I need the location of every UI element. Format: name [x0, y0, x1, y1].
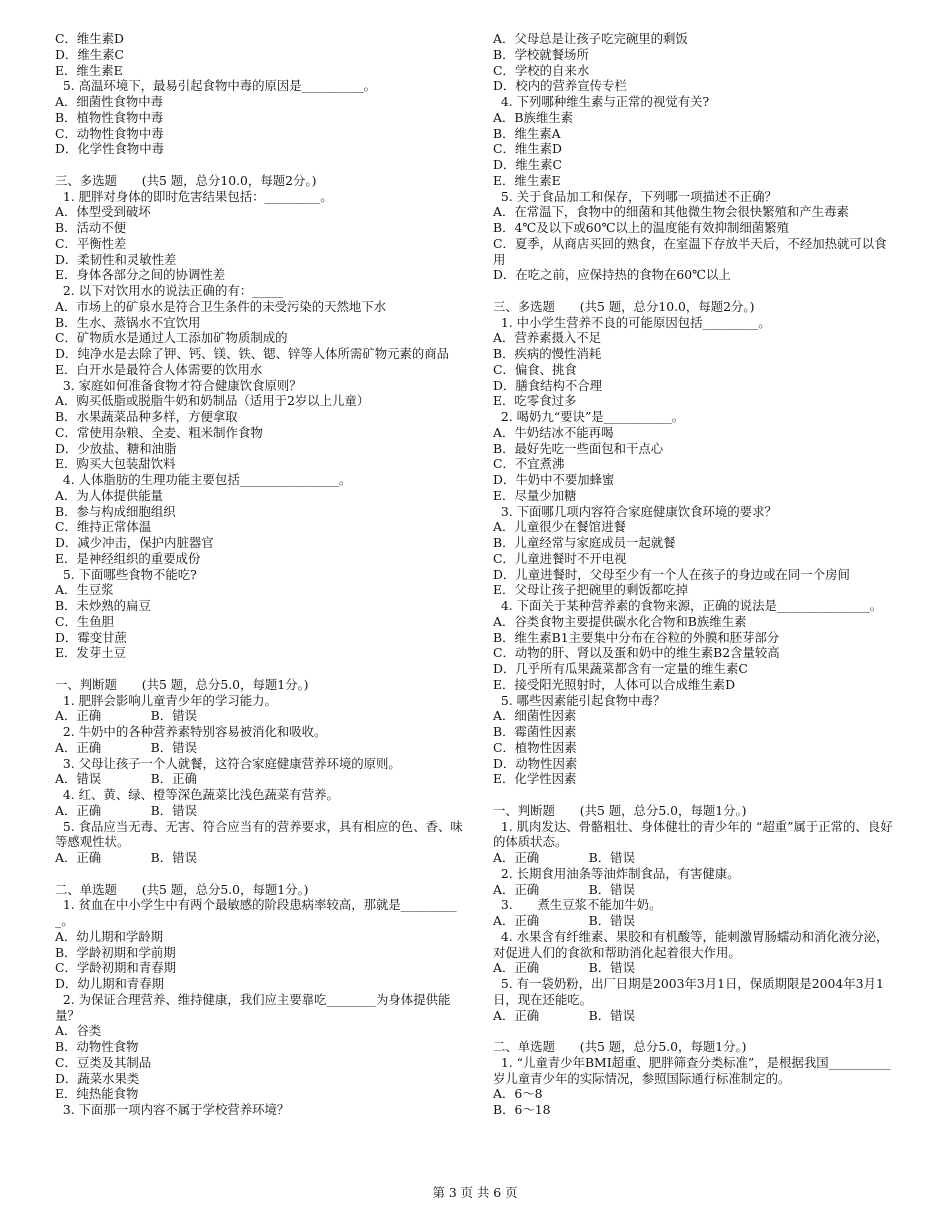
- text-line: 二、单选题 (共5 题，总分5.0，每题1分。): [55, 881, 309, 897]
- text-line: A．正确 B．错误: [493, 881, 635, 897]
- text-line: E．发芽土豆: [55, 645, 126, 661]
- blank-line: [55, 866, 465, 882]
- text-line: C．生鱼胆: [55, 613, 115, 629]
- text-line: B．维生素A: [493, 125, 561, 141]
- text-line: C．儿童进餐时不开电视: [493, 550, 627, 566]
- text-line: 4. 下面关于某种营养素的食物来源，正确的说法是_______________。: [493, 598, 883, 613]
- text-line: 4. 水果含有纤维素、果胶和有机酸等，能刺激胃肠蠕动和消化液分泌，对促进人们的食欲和帮助消化起着很大作用。: [493, 928, 889, 960]
- text-line: E．吃零食过多: [493, 393, 577, 409]
- text-line: A．生豆浆: [55, 582, 114, 598]
- text-line: E．父母让孩子把碗里的剩饭都吃掉: [493, 582, 688, 598]
- text-line: C．偏食、挑食: [493, 361, 577, 377]
- text-line: C．植物性因素: [493, 739, 577, 755]
- page-footer: 第 3 页 共 6 页: [432, 1185, 518, 1200]
- text-line: A．正确 B．错误: [493, 850, 635, 865]
- text-line: 2. 为保证合理营养、维持健康，我们应主要靠吃________为身体提供能量？: [55, 991, 451, 1023]
- text-line: A．正确 B．错误: [493, 913, 635, 928]
- text-line: B．学校就餐场所: [493, 46, 589, 62]
- text-line: B．霉菌性因素: [493, 724, 577, 739]
- text-line: 1. 肥胖对身体的即时危害结果包括：_________。: [55, 188, 333, 204]
- text-line: 2. 以下对饮用水的说法正确的有：_____: [55, 283, 284, 298]
- text-line: A．B族维生素: [493, 109, 574, 125]
- text-line: B．维生素B1主要集中分布在谷粒的外膜和胚芽部分: [493, 629, 780, 645]
- text-line: D．维生素C: [493, 157, 562, 172]
- text-line: A．营养素摄入不足: [493, 330, 602, 346]
- text-line: E．维生素E: [493, 172, 561, 188]
- text-line: A．谷类食物主要提供碳水化合物和B族维生素: [493, 613, 747, 629]
- text-line: 3. 父母让孩子一个人就餐，这符合家庭健康营养环境的原则。: [55, 755, 401, 771]
- text-line: E．接受阳光照射时，人体可以合成维生素D: [493, 676, 736, 692]
- text-line: 1. 贫血在中小学生中有两个最敏感的阶段患病率较高，那就是__________。: [55, 897, 457, 928]
- text-line: 2. 长期食用油条等油炸制食品，有害健康。: [493, 865, 740, 881]
- blank-line: [493, 787, 898, 803]
- text-line: 5. 高温环境下，最易引起食物中毒的原因是__________。: [55, 78, 377, 94]
- text-line: A．正确 B．错误: [55, 802, 197, 818]
- text-line: A．正确 B．错误: [55, 850, 197, 865]
- text-line: A．购买低脂或脱脂牛奶和奶制品（适用于2岁以上儿童）: [55, 393, 370, 409]
- blank-line: [493, 283, 898, 299]
- text-line: E．身体各部分之间的协调性差: [55, 267, 226, 283]
- text-line: E．尽量少加糖: [493, 487, 577, 503]
- text-line: C．平衡性差: [55, 235, 127, 251]
- text-line: E．白开水是最符合人体需要的饮用水: [55, 361, 263, 377]
- text-line: B．未炒熟的扁豆: [55, 598, 151, 613]
- text-line: C．维生素D: [55, 31, 124, 46]
- text-line: 1. 肌肉发达、骨骼粗壮、身体健壮的青少年的 “超重”属于正常的、良好的体质状态。: [493, 818, 893, 850]
- text-line: A．儿童很少在餐馆进餐: [493, 519, 626, 535]
- text-line: D．霉变甘蔗: [55, 629, 127, 645]
- text-line: D．少放盐、糖和油脂: [55, 440, 177, 456]
- text-line: 1. “儿童青少年BMI超重、肥胖筛查分类标准”，是根据我国__________岁儿童青少年的实际情况，参照国际通行标准制定的。: [493, 1054, 891, 1086]
- text-line: B．最好先吃一些面包和干点心: [493, 440, 664, 456]
- text-line: C．动物性食物中毒: [55, 125, 164, 141]
- text-line: 3. 下面哪几项内容符合家庭健康饮食环境的要求？: [493, 503, 777, 519]
- text-line: D．牛奶中不要加蜂蜜: [493, 472, 615, 487]
- text-line: 一、判断题 (共5 题，总分5.0，每题1分。): [55, 676, 309, 692]
- blank-line: [55, 157, 465, 173]
- left-column: [55, 31, 465, 1118]
- text-line: 3. 家庭如何准备食物才符合健康饮食原则？: [55, 377, 302, 393]
- text-line: B．学龄初期和学前期: [55, 944, 176, 960]
- text-line: C．维生素D: [493, 141, 562, 157]
- text-line: 3. 煮生豆浆不能加牛奶。: [493, 897, 662, 913]
- text-line: 一、判断题 (共5 题，总分5.0，每题1分。): [493, 802, 747, 818]
- text-line: D．维生素C: [55, 46, 124, 62]
- blank-line: [55, 661, 465, 677]
- text-line: D．幼儿期和青春期: [55, 976, 165, 991]
- text-line: C．维持正常体温: [55, 519, 152, 535]
- text-line: E．维生素E: [55, 62, 123, 78]
- text-line: D．减少冲击，保护内脏器官: [55, 535, 214, 550]
- text-line: E．化学性因素: [493, 771, 577, 787]
- text-line: 5. 食品应当无毒、无害、符合应当有的营养要求，具有相应的色、香、味等感观性状。: [55, 818, 463, 850]
- text-line: E．购买大包装甜饮料: [55, 456, 176, 472]
- text-line: D．蔬菜水果类: [55, 1070, 140, 1086]
- text-line: A．在常温下，食物中的细菌和其他微生物会很快繁殖和产生毒素: [493, 204, 849, 220]
- text-line: 4. 红、黄、绿、橙等深色蔬菜比浅色蔬菜有营养。: [55, 787, 339, 802]
- text-line: B．水果蔬菜品种多样，方便拿取: [55, 409, 238, 424]
- text-line: A．正确 B．错误: [493, 1007, 635, 1023]
- text-line: A．错误 B．正确: [55, 771, 197, 787]
- text-line: D．化学性食物中毒: [55, 141, 165, 157]
- text-line: C．豆类及其制品: [55, 1054, 152, 1070]
- text-line: A．正确 B．错误: [55, 739, 197, 755]
- text-line: A．谷类: [55, 1023, 102, 1039]
- text-line: 5. 下面哪些食物不能吃?: [55, 566, 197, 582]
- text-line: B．6～18: [493, 1102, 551, 1117]
- text-line: A．体型受到破坏: [55, 204, 151, 220]
- text-line: B．儿童经常与家庭成员一起就餐: [493, 535, 676, 550]
- text-line: A．细菌性因素: [493, 708, 577, 724]
- text-line: A．正确 B．错误: [493, 960, 635, 976]
- text-line: 2. 牛奶中的各种营养素特别容易被消化和吸收。: [55, 724, 327, 739]
- text-line: C．学校的自来水: [493, 62, 590, 78]
- text-line: A．细菌性食物中毒: [55, 94, 164, 109]
- text-line: 1. 肥胖会影响儿童青少年的学习能力。: [55, 692, 277, 708]
- text-line: E．是神经组织的重要成份: [55, 550, 201, 566]
- blank-line: [493, 1023, 898, 1039]
- text-line: D．动物性因素: [493, 755, 578, 771]
- text-line: D．儿童进餐时，父母至少有一个人在孩子的身边或在同一个房间: [493, 566, 850, 582]
- text-line: B．植物性食物中毒: [55, 109, 164, 125]
- text-line: B．动物性食物: [55, 1039, 139, 1054]
- text-line: C．动物的肝、肾以及蛋和奶中的维生素B2含量较高: [493, 645, 780, 661]
- text-line: A．牛奶结冰不能再喝: [493, 424, 614, 440]
- text-line: B．参与构成细胞组织: [55, 503, 176, 519]
- text-line: C．夏季，从商店买回的熟食，在室温下存放半天后，不经加热就可以食用: [493, 235, 887, 267]
- text-line: 二、单选题 (共5 题，总分5.0，每题1分。): [493, 1039, 747, 1054]
- text-line: C．常使用杂粮、全麦、粗米制作食物: [55, 424, 263, 440]
- text-line: B．4℃及以下或60℃以上的温度能有效抑制细菌繁殖: [493, 220, 789, 235]
- text-line: A．市场上的矿泉水是符合卫生条件的未受污染的天然地下水: [55, 298, 387, 314]
- text-line: D．几乎所有瓜果蔬菜都含有一定量的维生素C: [493, 661, 748, 676]
- text-line: C．不宜煮沸: [493, 456, 565, 472]
- text-line: B．疾病的慢性消耗: [493, 346, 602, 361]
- text-line: A．幼儿期和学龄期: [55, 928, 164, 944]
- text-line: 三、多选题 (共5 题，总分10.0，每题2分。): [55, 172, 317, 188]
- text-line: 5. 关于食品加工和保存，下列哪一项描述不正确？: [493, 188, 777, 204]
- text-line: 1. 中小学生营养不良的可能原因包括_________。: [493, 314, 771, 330]
- text-line: D．柔韧性和灵敏性差: [55, 251, 177, 267]
- text-line: E．纯热能食物: [55, 1086, 139, 1102]
- text-line: C．学龄初期和青春期: [55, 960, 176, 976]
- text-line: 4. 人体脂肪的生理功能主要包括________________。: [55, 472, 352, 487]
- text-line: A．父母总是让孩子吃完碗里的剩饭: [493, 31, 688, 46]
- text-line: D．膳食结构不合理: [493, 377, 603, 393]
- text-line: B．生水、蒸锅水不宜饮用: [55, 314, 201, 330]
- text-line: 4. 下列哪种维生素与正常的视觉有关?: [493, 94, 710, 109]
- text-line: 3. 下面那一项内容不属于学校营养环境？: [55, 1102, 290, 1117]
- text-line: 5. 哪些因素能引起食物中毒？: [493, 692, 666, 708]
- text-line: A．正确 B．错误: [55, 708, 197, 724]
- text-line: C．矿物质水是通过人工添加矿物质制成的: [55, 330, 288, 346]
- text-line: D．在吃之前，应保持热的食物在60℃以上: [493, 267, 731, 283]
- text-line: D．校内的营养宣传专栏: [493, 78, 627, 94]
- text-line: A．6～8: [493, 1086, 543, 1102]
- text-line: 三、多选题 (共5 题，总分10.0，每题2分。): [493, 298, 755, 314]
- text-line: 2. 喝奶九“要诀”是___________。: [493, 409, 685, 424]
- text-line: 5. 有一袋奶粉，出厂日期是2003年3月1日，保质期限是2004年3月1日，现在还能吃。: [493, 976, 884, 1007]
- text-line: D．纯净水是去除了钾、钙、镁、铁、锶、锌等人体所需矿物元素的商品: [55, 346, 450, 361]
- text-line: B．活动不便: [55, 220, 127, 235]
- right-column: [493, 31, 898, 1118]
- text-line: A．为人体提供能量: [55, 487, 164, 503]
